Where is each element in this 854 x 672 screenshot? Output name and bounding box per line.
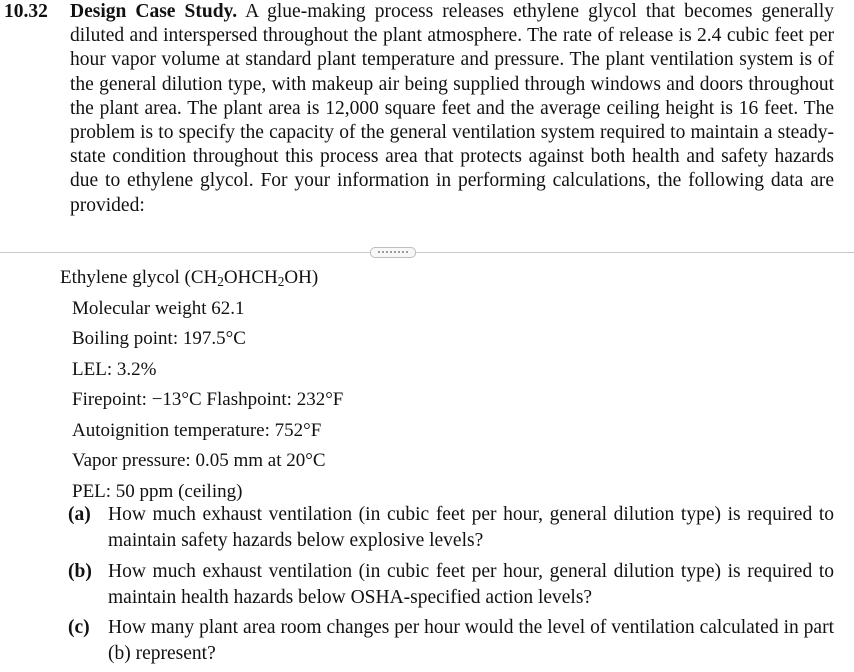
question-label: (a) xyxy=(68,504,91,525)
chemical-name-heading: Ethylene glycol $(CH_2OHCH_2OH)$ xyxy=(60,267,319,289)
data-item-pel: PEL: 50 ppm (ceiling) xyxy=(72,480,243,502)
question-text: How many plant area room changes per hour would the level of ventilation calculated in part (b) represent? xyxy=(108,617,834,664)
data-item-firepoint-flashpoint: Firepoint: −13°C Flashpoint: 232°F xyxy=(72,389,344,410)
problem-statement: A glue-making process releases ethylene glycol that becomes generally diluted and interspersed throughout the plant atmosphere. The rate of release is 2.4 cubic feet per hour vapor volume at standard plant temperature and pressure. The plant ventilation system is of the general dilution type, with makeup air being supplied through windows and doors throughout the plant area. The plant area is 12,000 square feet and the average ceiling height is 16 feet. The problem is to specify the capacity of the general ventilation system required to maintain a steady-state condition throughout this process area that protects against both health and safety hazards due to ethylene glycol. For your information in performing calculations, the following data are provided: xyxy=(70,1,834,216)
problem-title: Design Case Study. xyxy=(70,1,238,22)
page-divider xyxy=(0,252,854,253)
data-item-molecular-weight: Molecular weight 62.1 xyxy=(72,297,245,319)
chemical-data-list xyxy=(60,263,343,507)
data-item-boiling-point: Boiling point: 197.5°C xyxy=(72,328,246,349)
question-label: (c) xyxy=(68,617,90,638)
problem-number: 10.32 xyxy=(4,1,48,22)
data-item-vapor-pressure: Vapor pressure: 0.05 mm at 20°C xyxy=(72,450,326,471)
data-item-lel: LEL: 3.2% xyxy=(72,358,157,380)
question-label: (b) xyxy=(68,560,92,582)
question-list xyxy=(68,502,834,672)
question-c xyxy=(68,615,834,667)
question-text: How much exhaust ventilation (in cubic feet per hour, general dilution type) is required to maintain safety hazards below explosive levels? xyxy=(108,504,834,551)
problem-statement-paragraph xyxy=(70,0,834,218)
question-b xyxy=(68,559,834,611)
page-break-handle xyxy=(370,247,416,258)
data-item-autoignition: Autoignition temperature: 752°F xyxy=(72,419,322,441)
question-text: How much exhaust ventilation (in cubic feet per hour, general dilution type) is required to maintain health hazards below OSHA-specified action levels? xyxy=(108,560,834,608)
question-a xyxy=(68,502,834,554)
problem-block xyxy=(4,0,834,218)
